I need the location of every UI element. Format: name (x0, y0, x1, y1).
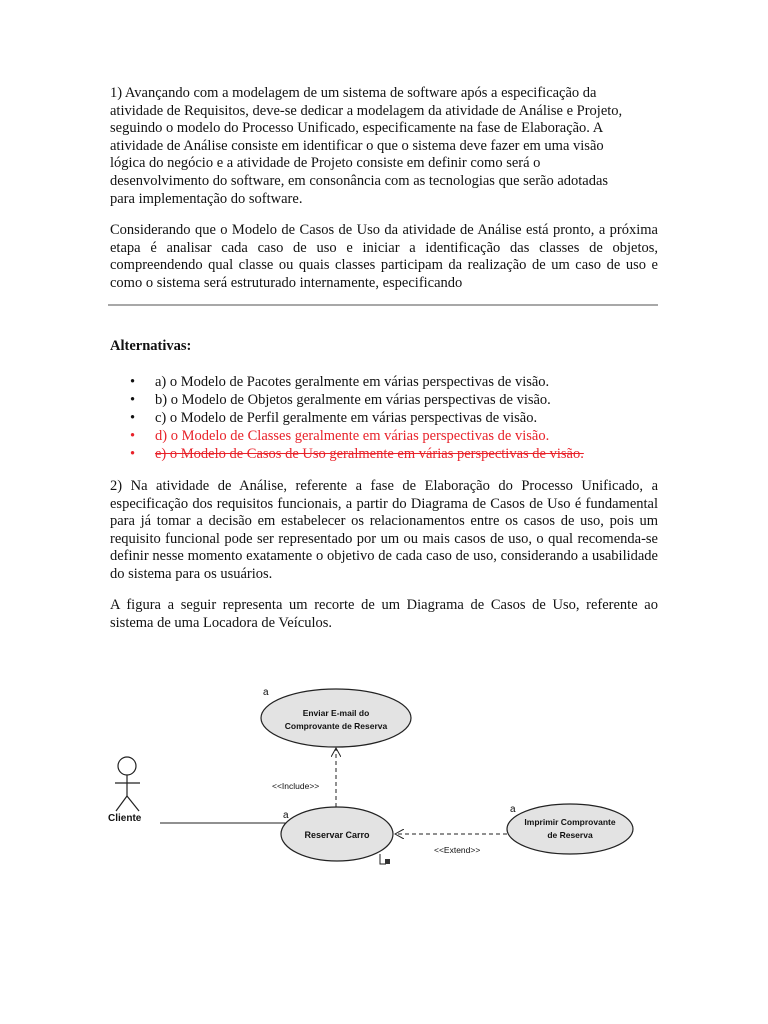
question-1-line: desenvolvimento do software, em consonância com as tecnologias que serão adotadas (110, 172, 609, 189)
bullet-icon: • (130, 446, 136, 462)
use-case-reservar-carro[interactable] (281, 807, 393, 864)
expand-handle-icon (380, 854, 390, 864)
alternative-text: a) o Modelo de Pacotes geralmente em várias perspectivas de visão. (155, 374, 550, 390)
use-case-ellipse (507, 804, 633, 854)
actor-label: Cliente (108, 813, 142, 824)
alternatives-title: Alternativas: (110, 338, 192, 354)
include-label: <<Include>> (272, 781, 320, 791)
alternative-b[interactable] (130, 391, 584, 409)
alternative-text: e) o Modelo de Casos de Uso geralmente em várias perspectivas de visão. (155, 446, 584, 462)
bullet-icon: • (130, 392, 136, 408)
use-case-ellipse (261, 689, 411, 747)
alternative-d[interactable] (130, 427, 584, 445)
alternative-text: c) o Modelo de Perfil geralmente em várias perspectivas de visão. (155, 410, 538, 426)
actor-leg-icon (127, 796, 139, 811)
question-2-figure-intro: A figura a seguir representa um recorte de um Diagrama de Casos de Uso, referente ao sistema de uma Locadora de Veículos. (110, 597, 658, 631)
actor-cliente[interactable] (108, 757, 142, 824)
question-1-line: atividade de Análise consiste em identificar o que o sistema deve fazer em uma visão (110, 137, 604, 154)
question-1-line: para implementação do software. (110, 190, 303, 207)
question-1-statement: Considerando que o Modelo de Casos de Uso da atividade de Análise está pronto, a próxima etapa é analisar cada caso de uso e iniciar a identificação das classes de objetos, compreendendo qual classe ou quais classes participam da realização de um caso de uso e como o sistema será estruturado internamente, especificando (110, 222, 658, 291)
alternative-c[interactable] (130, 409, 584, 427)
use-case-marker: a (510, 804, 516, 815)
bullet-icon: • (130, 428, 136, 444)
extend-label: <<Extend>> (434, 845, 481, 855)
use-case-label: Comprovante de Reserva (284, 721, 388, 731)
question-1-intro (110, 85, 658, 208)
use-case-label: Enviar E-mail do (302, 708, 370, 718)
alternatives-list (130, 373, 584, 463)
use-case-label: Imprimir Comprovante (524, 817, 616, 827)
question-1-line: lógica do negócio e a atividade de Projeto consiste em definir como será o (110, 155, 541, 172)
question-1-line: seguindo o modelo do Processo Unificado, especificamente na fase de Elaboração. A (110, 120, 604, 137)
actor-head-icon (118, 757, 136, 775)
use-case-label: de Reserva (547, 830, 593, 840)
actor-leg-icon (116, 796, 127, 811)
use-case-label: Reservar Carro (304, 830, 370, 840)
use-case-marker: a (263, 687, 269, 698)
question-1-line: atividade de Requisitos, deve-se dedicar a modelagem da atividade de Análise e Projeto, (110, 102, 623, 119)
bullet-icon: • (130, 410, 136, 426)
alternative-text: b) o Modelo de Objetos geralmente em várias perspectivas de visão. (155, 392, 551, 408)
alternative-e[interactable] (130, 445, 584, 463)
question-1-line: 1) Avançando com a modelagem de um sistema de software após a especificação da (110, 85, 597, 101)
use-case-enviar-email[interactable] (261, 687, 411, 747)
association-marker: a (283, 810, 289, 821)
alternative-text: d) o Modelo de Classes geralmente em várias perspectivas de visão. (155, 428, 550, 444)
alternative-a[interactable] (130, 373, 584, 391)
bullet-icon: • (130, 374, 136, 390)
divider (108, 304, 658, 306)
use-case-imprimir-comprovante[interactable] (507, 804, 633, 854)
question-2-statement: 2) Na atividade de Análise, referente a fase de Elaboração do Processo Unificado, a especificação dos requisitos funcionais, a partir do Diagrama de Casos de Uso é fundamental para já tomar a decisão em estabelecer os relacionamentos entre os casos de uso, pois um requisito funcional pode ser representado por um ou mais casos de uso, o qual recomenda-se definir nesse momento exatamente o objetivo de cada caso de uso, considerando a usabilidade do sistema para os usuários. (110, 478, 658, 582)
use-case-diagram (0, 640, 768, 900)
